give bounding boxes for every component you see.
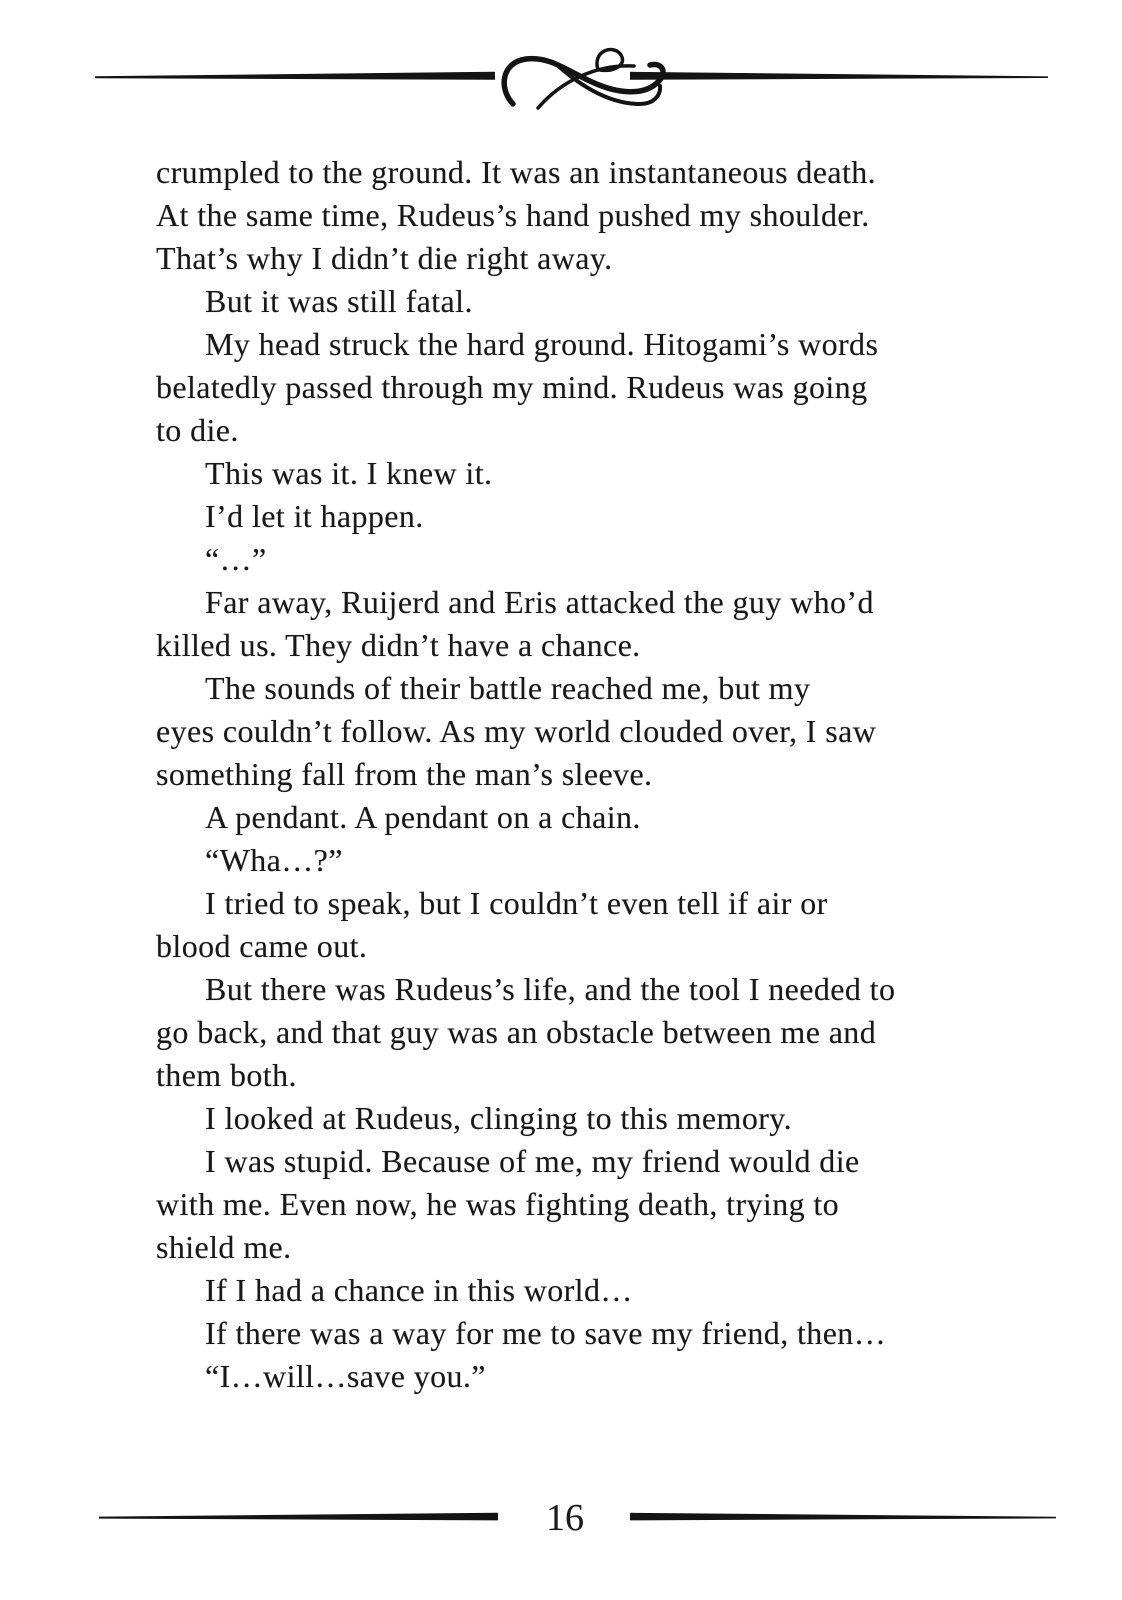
text-line: I tried to speak, but I couldn’t even tell if air or [205,885,828,921]
text-line: This was it. I knew it. [205,455,493,491]
text-line: “…” [205,541,267,577]
text-line: But there was Rudeus’s life, and the tool I needed to [205,971,896,1007]
text-line: I was stupid. Because of me, my friend would die [205,1143,860,1179]
text-line: killed us. They didn’t have a chance. [156,627,641,663]
text-line: Far away, Ruijerd and Eris attacked the guy who’d [205,584,874,620]
text-line: to die. [156,412,239,448]
text-line: I’d let it happen. [205,498,424,534]
text-line: At the same time, Rudeus’s hand pushed my shoulder. [156,197,870,233]
text-line: If I had a chance in this world… [205,1272,633,1308]
text-line: belatedly passed through my mind. Rudeus was going [156,369,868,405]
text-line: crumpled to the ground. It was an instantaneous death. [156,154,877,190]
text-line: “Wha…?” [205,842,343,878]
text-line: But it was still fatal. [205,283,473,319]
text-line: with me. Even now, he was fighting death, trying to [156,1186,840,1222]
text-line: them both. [156,1057,297,1093]
header-divider [0,20,1122,140]
page-number: 16 [546,1497,584,1539]
text-line: A pendant. A pendant on a chain. [205,799,641,835]
text-line: The sounds of their battle reached me, but my [205,670,811,706]
page-footer [0,1480,1122,1560]
flourish-divider-icon [0,20,1122,140]
text-line: My head struck the hard ground. Hitogami’s words [205,326,879,362]
text-line: If there was a way for me to save my friend, then… [205,1315,887,1351]
text-line: eyes couldn’t follow. As my world clouded over, I saw [156,713,877,749]
text-line: go back, and that guy was an obstacle between me and [156,1014,877,1050]
text-line: shield me. [156,1229,292,1265]
text-line: That’s why I didn’t die right away. [156,240,613,276]
text-line: I looked at Rudeus, clinging to this memory. [205,1100,793,1136]
body-text [156,151,996,1398]
text-line: blood came out. [156,928,368,964]
text-line: “I…will…save you.” [205,1358,486,1394]
text-line: something fall from the man’s sleeve. [156,756,653,792]
